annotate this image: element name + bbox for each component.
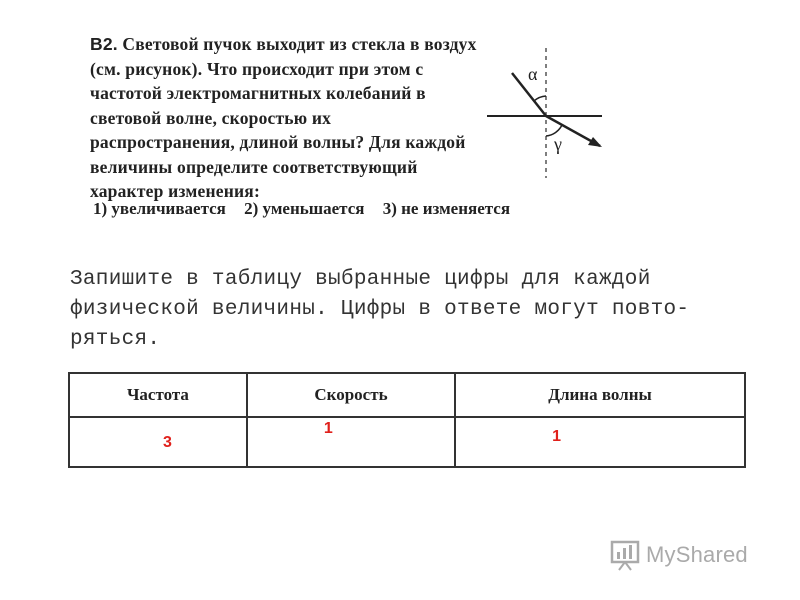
gamma-label: γ [554, 134, 562, 154]
table-header-row [69, 373, 745, 417]
problem-number: В2. [90, 34, 118, 54]
watermark-brand: MyShared [646, 542, 748, 567]
alpha-arc [534, 96, 546, 101]
option-3: 3) не изменяется [382, 199, 511, 218]
option-1: 1) увеличивается [93, 199, 226, 218]
ray-arrowhead [588, 137, 602, 147]
answer-wavelength: 1 [552, 428, 561, 445]
option-2: 2) уменьшается [244, 199, 365, 218]
table-answer-row [69, 417, 745, 467]
answer-frequency: 3 [163, 434, 172, 451]
header-wavelength: Длина волны [455, 373, 745, 417]
watermark-logo [610, 538, 748, 572]
presentation-board-icon [610, 539, 640, 571]
answer-options [93, 199, 623, 219]
answer-cell-frequency[interactable] [69, 417, 247, 467]
problem-text [90, 32, 480, 204]
problem-body: Световой пучок выходит из стекла в воздух (см. рисунок). Что происходит при этом с частотой электромагнитных колебаний в световой волне, скоростью их распространения, длиной волны? Для каждой величины определите соответствующий характер изменения: [90, 34, 477, 201]
header-speed: Скорость [247, 373, 455, 417]
answer-cell-speed[interactable] [247, 417, 455, 467]
instruction-text: Запишите в таблицу выбранные цифры для каждой физической величины. Цифры в ответе могут повто-ряться. [70, 268, 690, 351]
alpha-label: α [528, 64, 538, 84]
header-frequency: Частота [69, 373, 247, 417]
refraction-diagram [482, 38, 612, 188]
answer-speed: 1 [323, 420, 333, 437]
answer-table [68, 372, 746, 468]
answer-cell-wavelength[interactable] [455, 417, 745, 467]
